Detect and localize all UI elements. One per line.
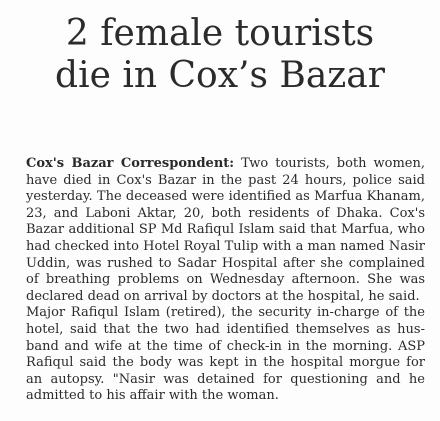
headline [0, 13, 440, 97]
article-body [26, 156, 425, 405]
article-paragraph-2: Major Rafiqul Islam (retired), the security in-charge of the hotel, said that the two had identified themselves as hus-band and wife at the time of check-in in the morning. ASP Rafiqul said the body was kept in the hospital morgue for an autopsy. "Nasir was detained for questioning and he admitted to his affair with the woman. [26, 305, 425, 404]
paragraph-1-text: Two tourists, both women, have died in Cox's Bazar in the past 24 hours, police said yesterday. The deceased were identified as Marfua Khanam, 23, and Laboni Aktar, 20, both residents of Dhaka. Cox's Bazar additional SP Md Rafiqul Islam said that Marfua, who had checked into Hotel Royal Tulip with a man named Nasir Uddin, was rushed to Sadar Hospital after she complained of breathing problems on Wednesday afternoon. She was declared dead on arrival by doctors at the hospital, he said. [26, 156, 425, 304]
headline-line-2: die in Cox’s Bazar [55, 55, 385, 96]
dateline: Cox's Bazar Correspondent: [26, 156, 235, 171]
article-paragraph-1 [26, 156, 425, 305]
headline-line-1: 2 female tourists [65, 13, 375, 54]
